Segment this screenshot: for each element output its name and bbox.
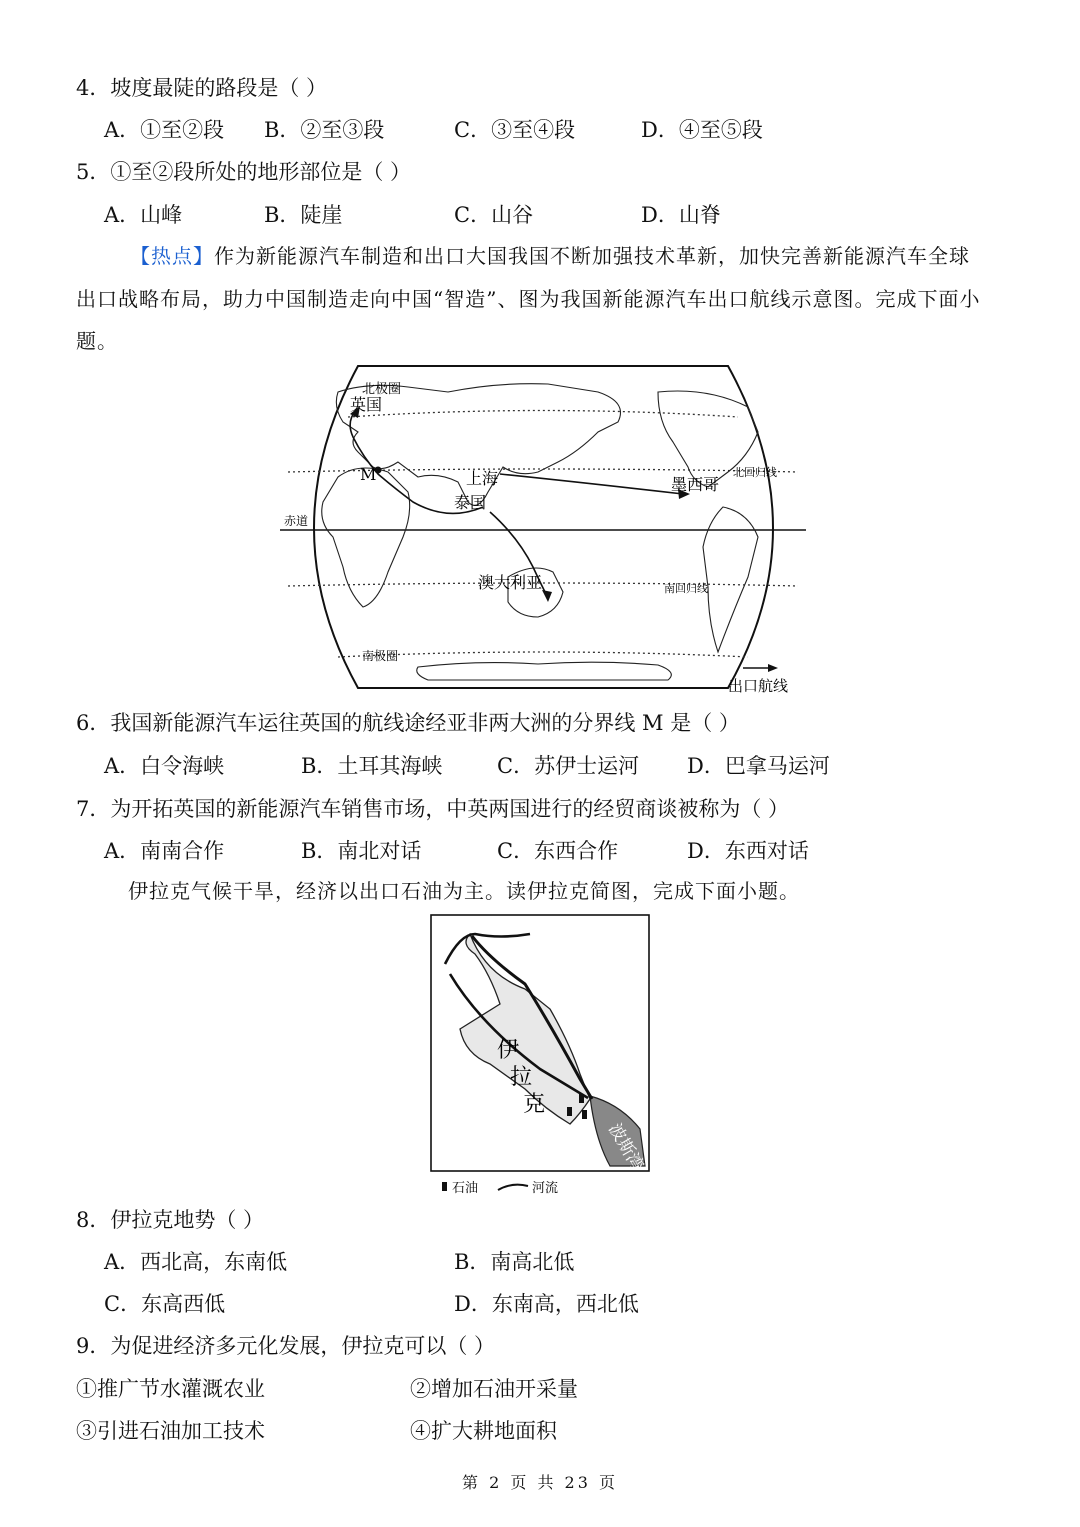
legend-route-arrow [768,664,778,672]
q8-option-d: D．东南高，西北低 [454,1292,639,1316]
q9-choice-1: ①推广节水灌溉农业 [76,1377,265,1401]
q8-stem: 8．伊拉克地势（ ） [76,1208,265,1232]
q5-stem: 5．①至②段所处的地形部位是（ ） [76,160,412,184]
q7-stem: 7．为开拓英国的新能源汽车销售市场，中英两国进行的经贸商谈被称为（ ） [76,797,790,821]
q5-option-c: C．山谷 [454,203,534,227]
label-thailand: 泰国 [454,493,487,512]
q9-choice-4: ④扩大耕地面积 [410,1419,557,1443]
q6-option-a: A．白令海峡 [104,754,225,778]
q8-option-a: A．西北高，东南低 [104,1250,288,1274]
legend-oil-symbol [442,1182,447,1191]
q9-choice-3: ③引进石油加工技术 [76,1419,265,1443]
legend-river-symbol [498,1185,528,1190]
label-equator: 赤道 [284,514,309,528]
label-arctic: 北极圈 [362,382,402,397]
hot-intro-line3: 题。 [76,329,118,353]
q4-option-b: B．②至③段 [264,118,385,142]
q7-option-d: D．东西对话 [687,839,809,863]
hot-intro-line2: 出口战略布局，助力中国制造走向中国“智造”、图为我国新能源汽车出口航线示意图。完成下面小 [76,287,981,311]
q7-option-b: B．南北对话 [301,839,422,863]
q7-option-c: C．东西合作 [497,839,619,863]
label-legend-route: 出口航线 [728,677,789,695]
q9-choice-2: ②增加石油开采量 [410,1377,578,1401]
iraq-intro: 伊拉克气候干旱，经济以出口石油为主。读伊拉克简图，完成下面小题。 [128,879,800,903]
label-iraq-2: 拉 [510,1065,533,1090]
label-mexico: 墨西哥 [671,475,720,494]
hot-tag: 【热点】 [130,244,214,268]
label-australia: 澳大利亚 [478,573,543,592]
q4-option-c: C．③至④段 [454,118,576,142]
oil-symbol-3 [582,1110,587,1119]
q7-option-a: A．南南合作 [104,839,225,863]
q8-option-c: C．东高西低 [104,1292,226,1316]
q5-option-b: B．陡崖 [264,203,343,227]
q5-option-d: D．山脊 [641,203,721,227]
q6-option-b: B．土耳其海峡 [301,754,443,778]
q5-option-a: A．山峰 [104,203,183,227]
label-shanghai: 上海 [466,469,499,488]
iraq-sketch-map [430,914,652,1199]
label-iraq-3: 克 [523,1092,546,1117]
q9-stem: 9．为促进经济多元化发展，伊拉克可以（ ） [76,1334,496,1358]
q6-stem: 6．我国新能源汽车运往英国的航线途经亚非两大洲的分界线 M 是（ ） [76,711,740,735]
label-legend-oil: 石油 [452,1181,479,1196]
q6-option-d: D．巴拿马运河 [687,754,830,778]
oil-symbol-2 [579,1094,584,1103]
label-legend-river: 河流 [532,1181,559,1196]
q6-option-c: C．苏伊士运河 [497,754,640,778]
q8-option-b: B．南高北低 [454,1250,575,1274]
q4-option-a: A．①至②段 [104,118,225,142]
label-tropic-north: 北回归线 [733,466,777,479]
label-persian-gulf: 波斯湾 [604,1120,647,1175]
label-tropic-south: 南回归线 [664,582,708,595]
hot-intro-line1: 【热点】作为新能源汽车制造和出口大国我国不断加强技术革新，加快完善新能源汽车全球 [130,244,970,268]
q4-stem: 4．坡度最陡的路段是（ ） [76,76,328,100]
oil-symbol-1 [567,1107,572,1116]
page-footer: 第 2 页 共 23 页 [462,1473,618,1492]
label-iraq-1: 伊 [497,1038,520,1063]
q4-option-d: D．④至⑤段 [641,118,763,142]
export-route-world-map [278,362,808,697]
label-antarctic: 南极圈 [362,649,399,663]
label-m: M [360,465,377,484]
label-uk: 英国 [350,395,383,414]
